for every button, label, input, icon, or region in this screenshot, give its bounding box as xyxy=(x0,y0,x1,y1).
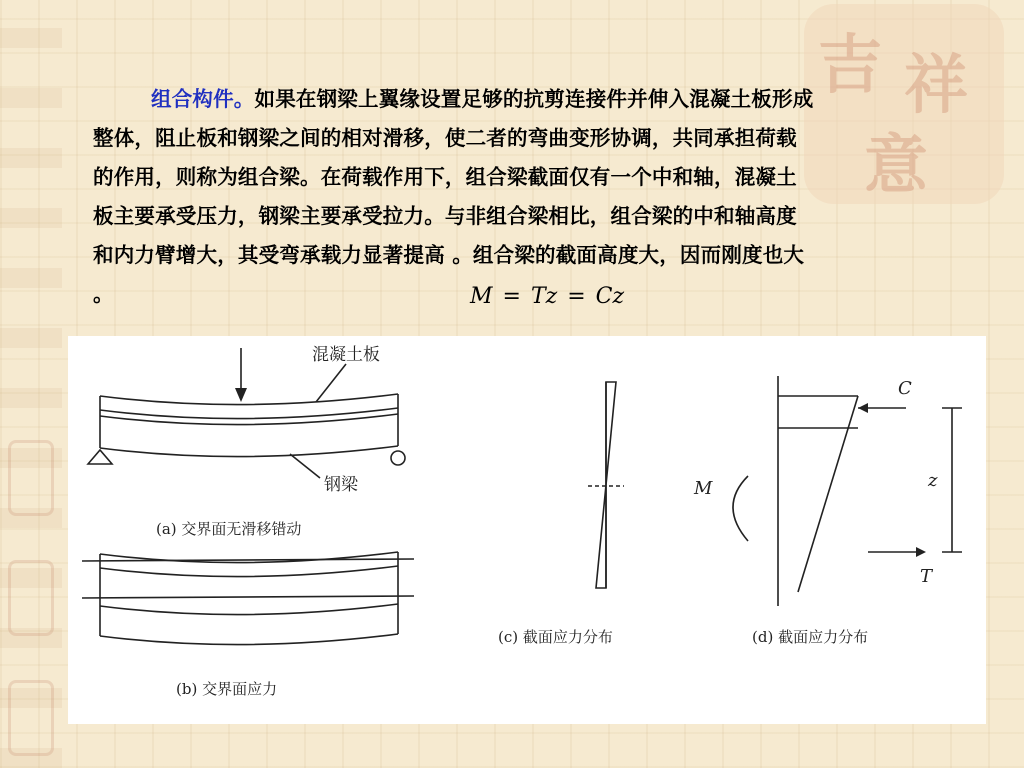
caption-a: (a) 交界面无滑移错动 xyxy=(156,520,302,538)
auspicious-seal-watermark: 吉 祥 意 xyxy=(804,4,1004,204)
side-seal-ornament xyxy=(8,440,54,516)
slab-leader xyxy=(316,364,346,402)
beam-flange-bottom xyxy=(100,446,398,457)
moment-arc xyxy=(733,476,748,541)
paragraph-line: 。 xyxy=(93,282,114,306)
stress-diagram-c xyxy=(588,382,624,588)
background-left-strip xyxy=(0,0,62,768)
composite-member-paragraph xyxy=(93,80,983,314)
interface-arrow-top xyxy=(82,559,414,561)
label-steel-beam: 钢梁 xyxy=(324,475,358,495)
side-seal-ornament xyxy=(8,560,54,636)
paragraph-line: 板主要承受压力，钢梁主要承受拉力。与非组合梁相比，组合梁的中和轴高度 xyxy=(93,204,797,228)
label-concrete-slab: 混凝土板 xyxy=(312,345,380,365)
interface-arrow-bottom xyxy=(82,596,414,598)
paragraph-heading: 组合构件。 xyxy=(151,87,255,111)
moment-formula: M = Tz = Cz xyxy=(470,284,625,309)
beam-diagram-a xyxy=(88,348,405,478)
slab-bottom xyxy=(100,408,398,419)
beam-leader xyxy=(290,454,320,478)
composite-beam-figure xyxy=(68,336,986,724)
paragraph-line: 组合构件。如果在钢梁上翼缘设置足够的抗剪连接件并伸入混凝土板形成 xyxy=(151,87,814,111)
side-seal-ornament xyxy=(8,680,54,756)
load-arrowhead xyxy=(235,388,247,402)
left-support xyxy=(88,450,112,464)
paragraph-line: 的作用，则称为组合梁。在荷载作用下，组合梁截面仅有一个中和轴，混凝土 xyxy=(93,165,797,189)
symbol-z: z xyxy=(928,470,938,491)
paragraph-line: 整体，阻止板和钢梁之间的相对滑移，使二者的弯曲变形协调，共同承担荷载 xyxy=(93,126,797,150)
right-support xyxy=(391,451,405,465)
symbol-c: C xyxy=(898,378,912,399)
slab-top xyxy=(100,394,398,405)
beam-diagram-b xyxy=(82,552,414,645)
caption-b: (b) 交界面应力 xyxy=(176,680,278,698)
caption-d: (d) 截面应力分布 xyxy=(752,628,869,646)
symbol-m: M xyxy=(694,478,713,499)
symbol-t: T xyxy=(920,566,933,587)
caption-c: (c) 截面应力分布 xyxy=(498,628,613,646)
figure-drawing xyxy=(68,336,986,724)
paragraph-line: 和内力臂增大，其受弯承载力显著提高 。组合梁的截面高度大，因而刚度也大 xyxy=(93,243,805,267)
